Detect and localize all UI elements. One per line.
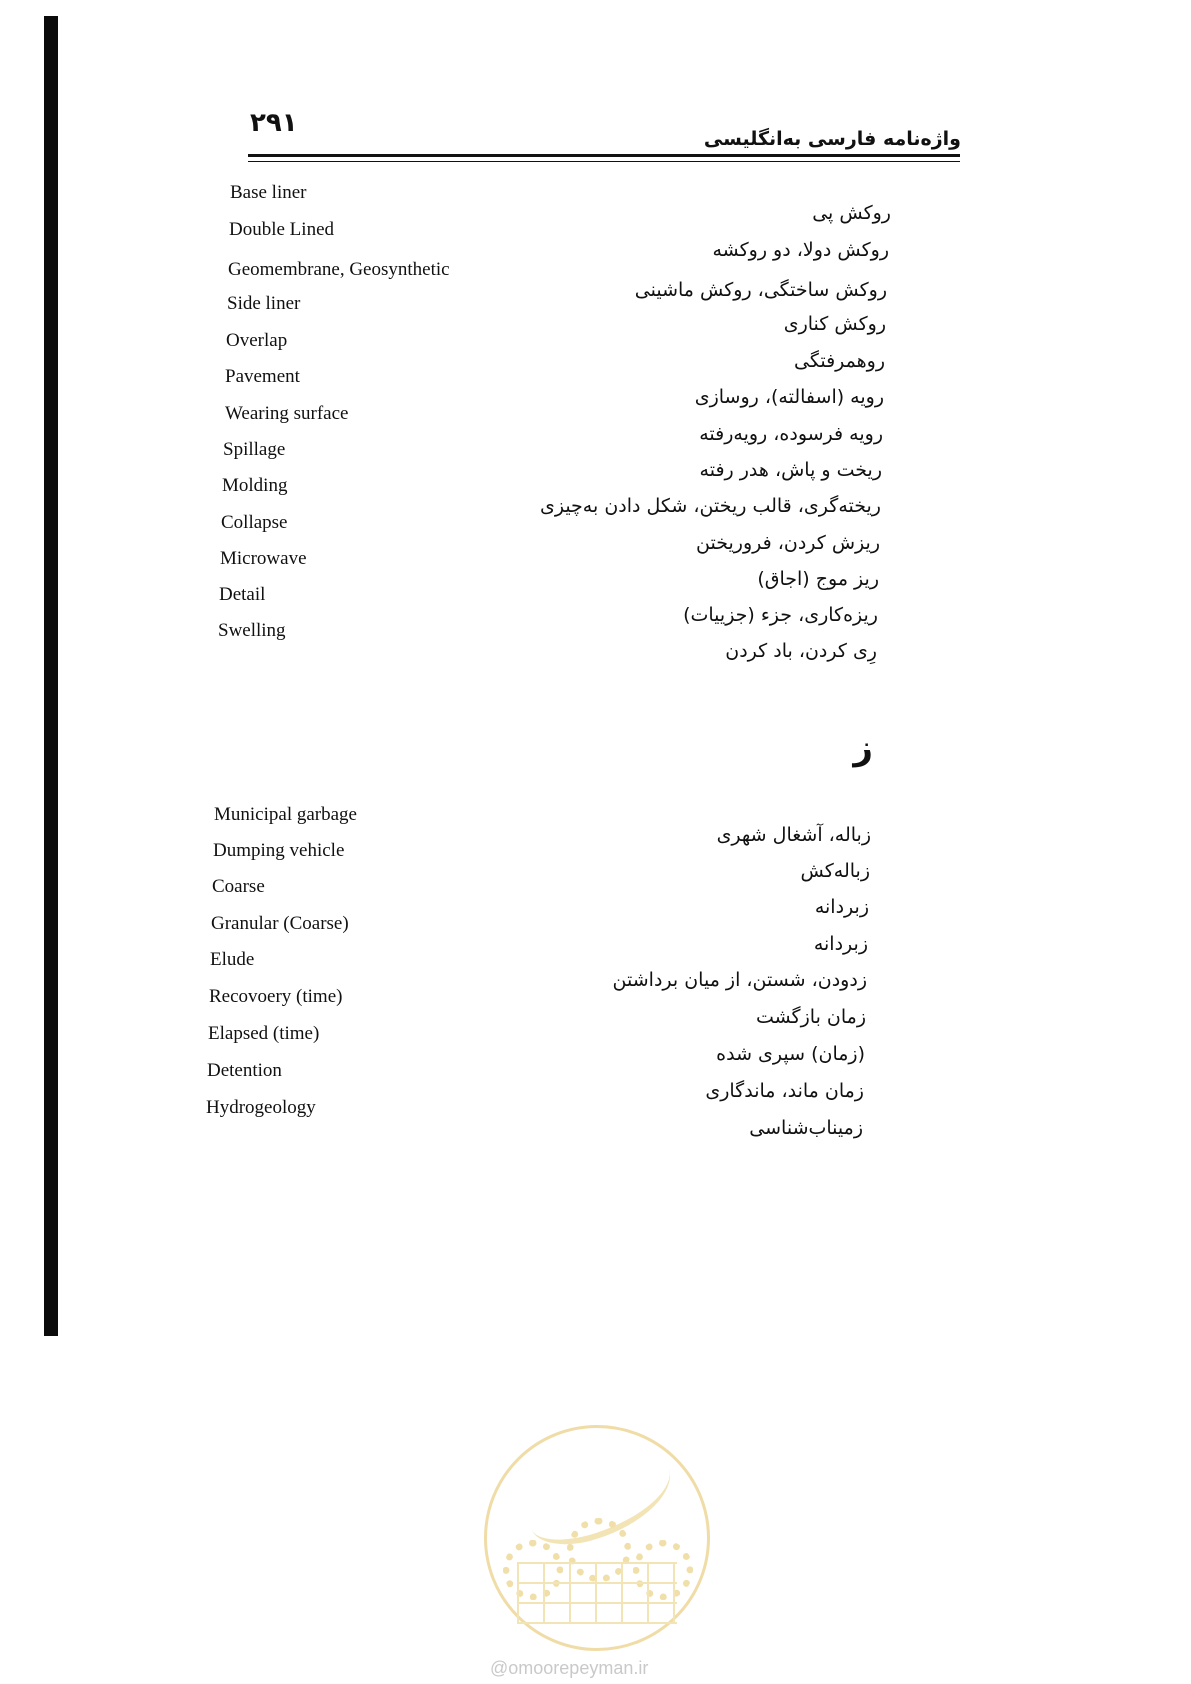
english-term: Side liner bbox=[227, 293, 301, 314]
english-term: Coarse bbox=[212, 876, 265, 897]
glossary-entry bbox=[0, 403, 1191, 445]
glossary-entry bbox=[0, 986, 1191, 1028]
persian-term: زبردانه bbox=[814, 896, 869, 918]
persian-term: ریزه‌کاری، جزء (جزییات) bbox=[683, 604, 878, 626]
persian-term: زمان بازگشت bbox=[755, 1006, 866, 1028]
persian-term: زدودن، شستن، از میان برداشتن bbox=[612, 969, 867, 991]
glossary-entry bbox=[0, 1097, 1191, 1139]
persian-term: روکش ساختگی، روکش ماشینی bbox=[634, 279, 887, 301]
glossary-entry bbox=[0, 548, 1191, 590]
glossary-entry bbox=[0, 330, 1191, 372]
persian-term: زباله‌کش bbox=[800, 860, 870, 882]
glossary-entry bbox=[0, 475, 1191, 517]
english-term: Elude bbox=[210, 949, 255, 970]
english-term: Municipal garbage bbox=[214, 804, 357, 825]
english-term: Collapse bbox=[221, 512, 288, 533]
english-term: Geomembrane, Geosynthetic bbox=[228, 259, 450, 280]
english-term: Overlap bbox=[226, 330, 288, 351]
persian-term: (زمان) سپری شده bbox=[716, 1043, 865, 1065]
persian-term: رویه فرسوده، رویه‌رفته bbox=[699, 423, 883, 445]
glossary-entry bbox=[0, 439, 1191, 481]
persian-term: روهمرفتگی bbox=[794, 350, 885, 372]
persian-term: روکش دولا، دو روکشه bbox=[712, 239, 889, 261]
glossary-entry bbox=[0, 949, 1191, 991]
english-term: Spillage bbox=[223, 439, 286, 460]
persian-term: زبردانه bbox=[813, 933, 868, 955]
glossary-entry bbox=[0, 182, 1191, 224]
glossary-entry bbox=[0, 876, 1191, 918]
glossary-entry bbox=[0, 293, 1191, 335]
persian-term: ریز موج (اجاق) bbox=[757, 568, 879, 590]
english-term: Detail bbox=[219, 584, 266, 605]
persian-term: روکش پی bbox=[812, 202, 891, 224]
header-rule-thin bbox=[248, 161, 960, 162]
glossary-entry bbox=[0, 1023, 1191, 1065]
english-term: Dumping vehicle bbox=[213, 840, 345, 861]
persian-term: رویه (اسفالته)، روسازی bbox=[694, 386, 884, 408]
english-term: Granular (Coarse) bbox=[211, 913, 349, 934]
persian-term: رِی کردن، باد کردن bbox=[725, 640, 877, 662]
english-term: Double Lined bbox=[229, 219, 335, 240]
watermark-url: @omoorepeyman.ir bbox=[490, 1658, 649, 1678]
english-term: Microwave bbox=[220, 548, 307, 569]
watermark-grid bbox=[517, 1562, 677, 1624]
english-term: Wearing surface bbox=[225, 403, 349, 424]
page-number: ۲۹۱ bbox=[250, 108, 298, 138]
persian-term: ریزش کردن، فروریختن bbox=[696, 532, 880, 554]
glossary-entry bbox=[0, 366, 1191, 408]
english-term: Base liner bbox=[230, 182, 307, 203]
persian-term: زباله، آشغال شهری bbox=[716, 824, 871, 846]
glossary-entry bbox=[0, 840, 1191, 882]
glossary-entry bbox=[0, 219, 1191, 261]
watermark-seal bbox=[484, 1425, 710, 1651]
glossary-entry bbox=[0, 259, 1191, 301]
persian-term: روکش کناری bbox=[783, 313, 886, 335]
persian-term: ریخت و پاش، هدر رفته bbox=[699, 459, 882, 481]
english-term: Detention bbox=[207, 1060, 282, 1081]
persian-term: زمان ماند، ماندگاری bbox=[705, 1080, 864, 1102]
english-term: Swelling bbox=[218, 620, 286, 641]
running-head: واژه‌نامه فارسی به‌انگلیسی bbox=[703, 128, 961, 150]
english-term: Hydrogeology bbox=[206, 1097, 316, 1118]
glossary-entry bbox=[0, 804, 1191, 846]
glossary-entry bbox=[0, 913, 1191, 955]
persian-term: ریخته‌گری، قالب ریختن، شکل دادن به‌چیزی bbox=[539, 495, 881, 517]
glossary-entry bbox=[0, 512, 1191, 554]
english-term: Molding bbox=[222, 475, 288, 496]
english-term: Pavement bbox=[225, 366, 300, 387]
section-letter: ز bbox=[853, 728, 873, 768]
glossary-entry bbox=[0, 620, 1191, 662]
english-term: Recovoery (time) bbox=[209, 986, 343, 1007]
persian-term: زمیناب‌شناسی bbox=[749, 1117, 863, 1139]
header-rule-thick bbox=[248, 154, 960, 157]
glossary-entry bbox=[0, 584, 1191, 626]
english-term: Elapsed (time) bbox=[208, 1023, 320, 1044]
glossary-entry bbox=[0, 1060, 1191, 1102]
